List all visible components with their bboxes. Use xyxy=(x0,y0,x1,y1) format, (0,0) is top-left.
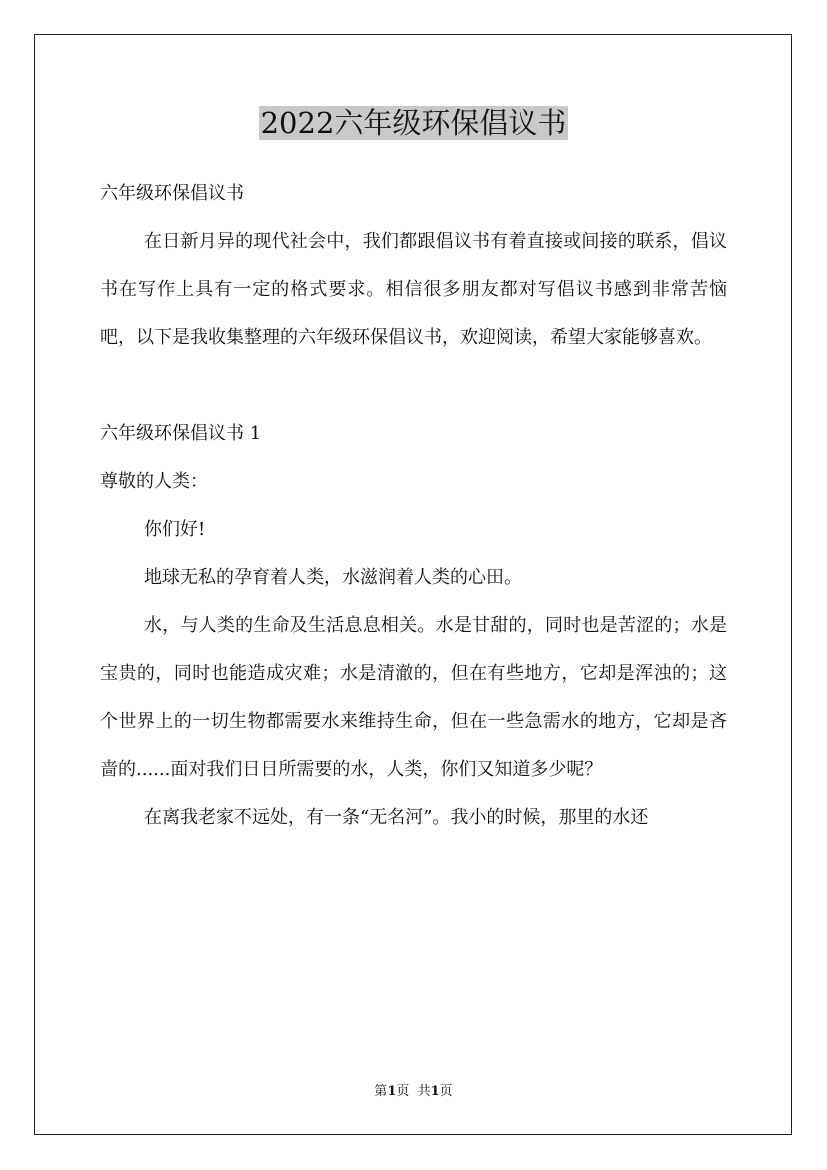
footer-page-total: 1 xyxy=(430,1084,440,1099)
document-body xyxy=(100,170,727,842)
body-paragraph: 你们好! xyxy=(144,519,206,540)
intro-paragraph: 在日新月异的现代社会中，我们都跟倡议书有着直接或间接的联系，倡议书在写作上具有一定的格式要求。相信很多朋友都对写倡议书感到非常苦恼吧，以下是我收集整理的六年级环保倡议书，欢迎阅读，希望大家能够喜欢。 xyxy=(100,231,727,348)
page-footer xyxy=(0,1083,827,1101)
subtitle: 六年级环保倡议书 xyxy=(100,183,244,204)
paragraph-gap xyxy=(100,362,727,410)
body-paragraph: 在离我老家不远处，有一条“无名河”。我小的时候，那里的水还 xyxy=(144,807,649,828)
body-paragraph: 水，与人类的生命及生活息息相关。水是甘甜的，同时也是苦涩的；水是宝贵的，同时也能造成灾难；水是清澈的，但在有些地方，它却是浑浊的；这个世界上的一切生物都需要水来维持生命，但在一些急需水的地方，它却是吝啬的......面对我们日日所需要的水，人类，你们又知道多少呢？ xyxy=(100,615,727,780)
footer-page-mid: 页 共 xyxy=(396,1084,431,1099)
salutation: 尊敬的人类： xyxy=(100,471,208,492)
body-paragraph: 地球无私的孕育着人类，水滋润着人类的心田。 xyxy=(144,567,522,588)
document-title xyxy=(0,103,827,143)
footer-page-prefix: 第 xyxy=(374,1084,388,1099)
title-highlight: 2022六年级环保倡议书 xyxy=(260,106,567,140)
section-heading: 六年级环保倡议书 1 xyxy=(100,423,262,444)
footer-page-suffix: 页 xyxy=(439,1084,453,1099)
footer-page-current: 1 xyxy=(387,1084,397,1099)
